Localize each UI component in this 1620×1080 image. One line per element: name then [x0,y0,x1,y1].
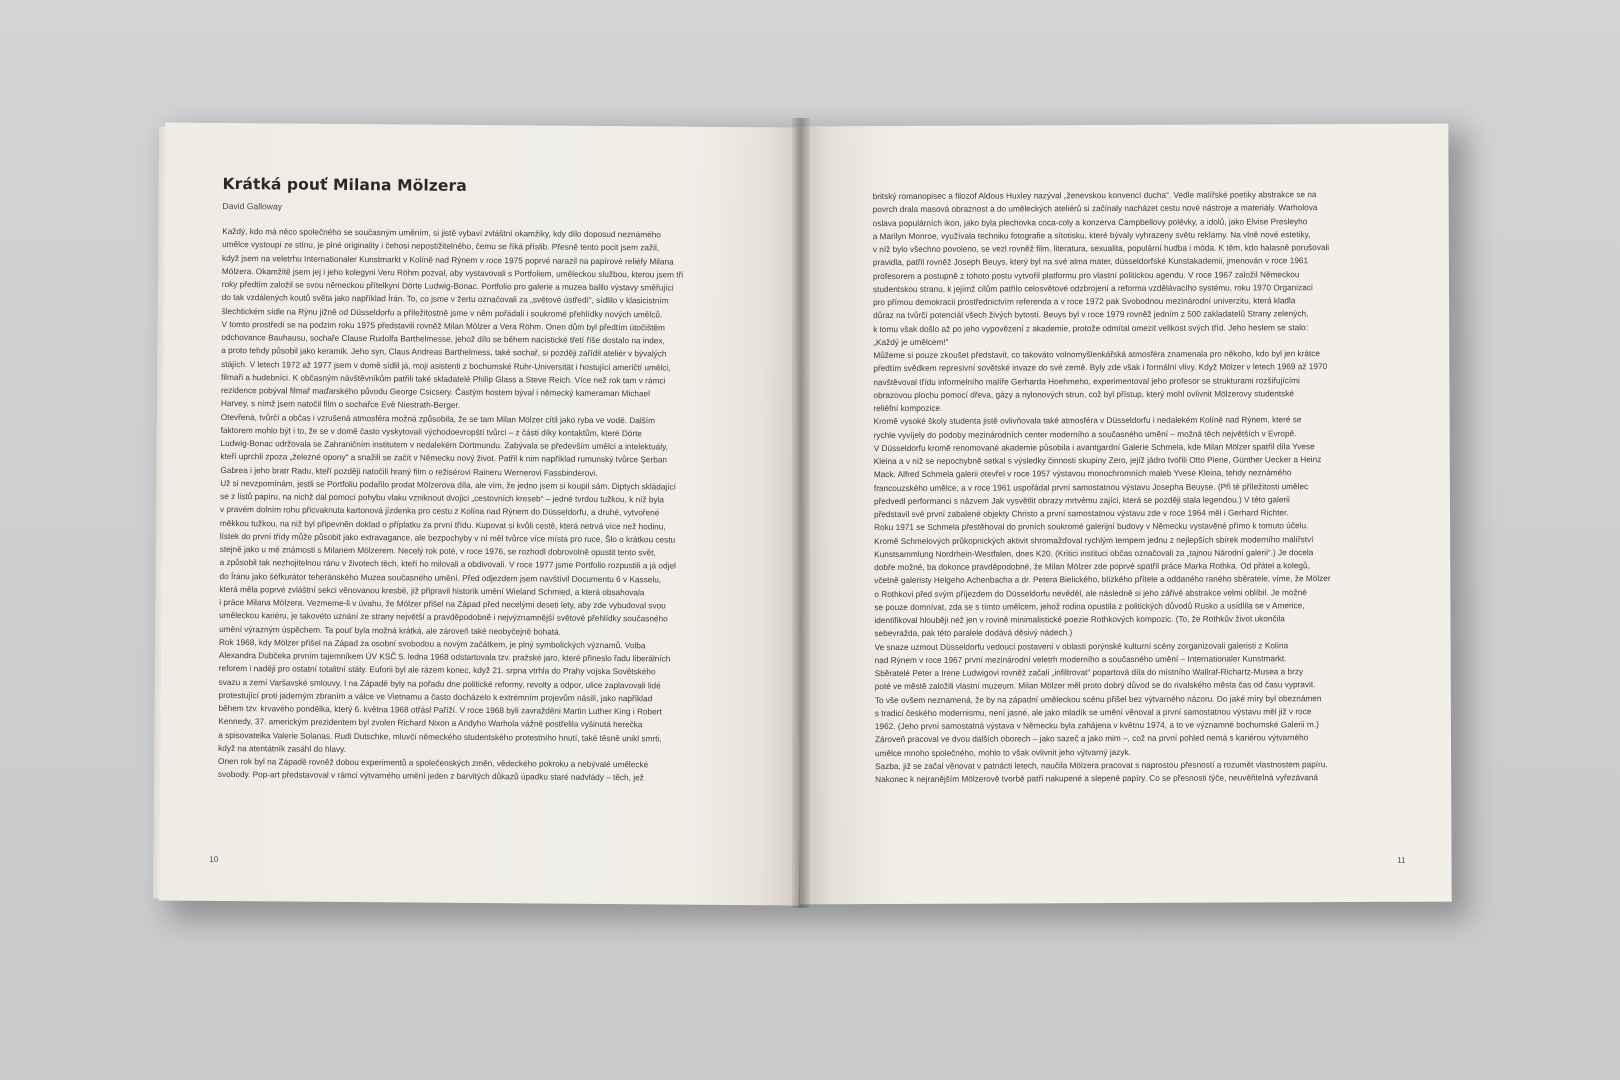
text-line: do tak vzdálených koutů světa jako například Írán. To, co jsme v žertu označovali za „světové ústředí“, sídlilo v klasicistním [221,293,669,306]
text-line: 1962. (Jeho první samostatná výstava v Německu byla zahájena v květnu 1974, a to ve významné bochumské Galerii m.) [874,720,1319,732]
text-line: s tradicí českého modernismu, není jasné, ale jako mladík se umění věnoval a první samostatnou výstavu měl již v roce [874,706,1312,718]
book-gutter [792,118,810,908]
text-line: Kleina a v níž se nepochybně setkal s výsledky činnosti skupiny Zero, jejíž jádro tvořili Otto Piene, Günther Uecker a Heinz [873,455,1322,467]
text-line: britský romanopisec a filozof Aldous Huxley nazýval „ženevskou konvencí ducha“. Vedle malířské poetiky abstrakce se na [872,190,1317,202]
left-body-text [218,225,684,785]
text-line: identifikoval hlouběji než jen v rovině minimalistické poezie Rothkových kompozic. (To, že Rothkův život ukončila [874,614,1285,626]
text-line: rezidence pobýval filmař maďarského původu George Csicsery. Častým hostem býval i německý kameraman Michael [220,385,651,399]
text-line: francouzského umělce, a v roce 1961 uspořádal první samostatnou výstavu Josepha Beuyse. (Při té příležitosti umělec [873,481,1309,493]
text-line: Roku 1971 se Schmela přestěhoval do prvních soukromé galerijní budovy v Německu vystavěné přímo k tomuto účelu. [874,521,1309,533]
text-line: poté ve městě založili vlastní muzeum. Milan Mölzer měl proto dobrý důvod se do rivalského města čas od času vypravit. [874,680,1316,692]
text-line: navštěvoval třídu informelního malíře Gerharda Hoehmeho, experimentoval jeho profesor se strukturami rozšiřujícími [873,375,1300,387]
text-line: předtím svědkem represivní sovětské invaze do své země. Byly zde však i formální vlivy. Když Mölzer v letech 1969 až 1970 [873,362,1328,374]
text-line: a Marilyn Monroe, využívala techniku fotografie a sítotisku, které bývaly vyhrazeny světu reklamy. Na vlně nové estetiky, [872,229,1311,241]
text-line: o Rothkovi před svým příjezdem do Düsseldorfu nevěděl, ale následně si jeho zářivé abstrakce velmi oblíbil. Je možné [874,587,1307,599]
article-author: David Galloway [222,200,283,212]
text-line: pravidla, patřil rovněž Joseph Beuys, který byl na své alma mater, düsseldorfské Kunstakademii, jmenován v roce 1961 [872,256,1309,268]
text-line: Kennedy, 37. americkým prezidentem byl zvolen Richard Nixon a Andyho Warhola vážně postřelila vyšinutá herečka [218,717,643,730]
text-line: stájích. V letech 1972 až 1977 jsem v domě sídlil já, moji asistenti z bochumské Ruhr-Universität i hostující američtí umělci, [221,359,671,372]
text-line: lístek do první třídy může působit jako extravagance, ale bezpochyby v ní měl tvůrce více místa pro ruce. Šlo o krátkou cestu [219,531,676,545]
article-title: Krátká pouť Milana Mölzera [222,174,467,195]
text-line: odchovance Bauhausu, sochaře Clause Rudolfa Barthelmesse, jehož dílo se během nacistické třetí říše dostalo na index, [221,332,665,346]
text-line: pro přímou demokracii prostřednictvím referenda a v roce 1972 pak Svobodnou mezinárodní univerzitu, která kladla [873,296,1296,308]
text-line: a způsobil tak nezhojitelnou ránu v životech těch, kteří ho milovali a obdivovali. V roce 1977 jsme Portfolio rozpustili a já odjel [219,558,676,571]
text-line: důraz na tvůrčí potenciál všech živých bytostí. Beuys byl v roce 1979 rovněž jedním z 500 zakladatelů Strany zelených, [873,309,1309,321]
text-line: reforem i naději pro ostatní totalitní státy. Euforii byl ale rázem konec, když 21. srpna vtrhla do Prahy vojska Sovětského [218,664,656,677]
page-number-right: 11 [1397,855,1406,865]
text-line: uměleckou kariéru, je takovéto uznání ze strany největší a pravděpodobně i nejvýznamnější světové přehlídky současného [219,611,668,624]
text-line: když na atentátník zasáhl do hlavy. [218,743,346,754]
text-line: V tomto prostředí se na podzim roku 1975 představili rovněž Milan Mölzer a Vera Röhm. Onen dům byl předtím útočištěm [221,319,665,333]
text-line: během tzv. krvavého pondělka, který 6. května 1968 otřásl Paříží. V roce 1968 byli zavražděni Martin Luther King i Robert [218,703,662,717]
text-line: Sběratelé Peter a Irene Ludwigovi rovněž začali „infiltrovat“ popartová díla do místního Wallraf-Richartz-Musea a brzy [874,667,1304,679]
text-line: svazu a zemí Varšavské smlouvy. I na Západě byly na pořadu dne politické reformy, revolty a odpor, ulice zaplavovali lidé [218,677,661,690]
text-line: včetně galeristy Helgeho Achenbacha a dr. Petera Bielického, blízkého přítele a oddaného raného sběratele, víme, že Mölzer [874,574,1331,586]
text-line: kteří uprchli zpoza „železné opony“ a snažili se začít v Německu nový život. Patřil k nim například rumunský tvůrce Şerban [220,452,668,465]
text-line: která měla poprvé zvláštní sekci věnovanou kresbě, již připravil historik umění Wieland Schmied, a která obsahovala [219,584,645,598]
text-line: a proto tehdy působil jako keramik. Jeho syn, Claus Andreas Barthelmess, také sochař, si později zařídil ateliér v bývalých [221,346,667,359]
text-line: Každý, kdo má něco společného se současným uměním, si jistě vybaví zvláštní okamžiky, kdy dílo doposud neznámého [222,226,661,240]
text-line: To vše ovšem neznamená, že by na západní uměleckou scénu přišel bez výtvarného názoru. Do jaké míry byl obeznámen [874,693,1322,705]
text-line: šlechtickém sídle na Rýnu jižně od Düsseldorfu a příležitostně jsme v něm pořádali i soukromé přehlídky nových umělců. [221,306,663,319]
text-line: reliéfní kompozice. [873,403,943,414]
text-line: Ludwig-Bonac udržovala se Zahraničním institutem v nedalekém Dortmundu. Zabývala se především umělci a intelektuály, [220,438,668,452]
text-line: předvedl performanci s názvem Jak vysvětlit obrazy mrtvému zajíci, která se později stala legendou.) V této galerii [873,495,1290,506]
text-line: roky předtím založil se svou německou přítelkyní Dörte Ludwig-Bonac. Portfolio pro galerie a muzea balilo výstavy směřující [221,279,674,293]
text-line: k tomu však došlo až po jeho vypovězení z akademie, protože odmítal omezit velikost svých tříd. Jeho heslem se stalo: [873,322,1308,334]
text-line: Můžeme si pouze zkoušet představit, co takováto volnomyšlenkářská atmosféra znamenala pro někoho, kdo byl jen krátce [873,349,1320,361]
text-line: rychle vyvíjely do podoby mezinárodních center moderního a současného umění – možná těch největších v Evropě. [873,428,1297,440]
text-line: Ve snaze uzmout Düsseldorfu vedoucí postavení v oblasti porýnské kulturní scény zorganizovali galeristi z Kolína [874,640,1289,652]
text-line: obrazovou plochu pomocí dřeva, gázy a nylonových strun, což byl přístup, který mohl ovlivnit Mölzerovy studentské [873,389,1294,400]
text-line: Už si nevzpomínám, jestli se Portfoliu podařilo prodat Mölzerova díla, ale vím, že jedno jsem si koupil sám. Diptych skládající [220,478,677,492]
text-line: Gabrea i jeho bratr Radu, kteří později natočili hraný film o režisérovi Raineru Wernerovi Fassbinderovi. [220,465,598,478]
text-line: Kromě Schmelových průkopnických aktivit shromažďoval rychlým tempem jednu z nejlepších sbírek moderního malířství [874,534,1314,546]
text-line: Harvey, s nímž jsem natočil film o sochařce Evě Niestrath-Berger. [220,399,461,411]
text-line: do Íránu jako šéfkurátor teheránského Muzea současného umění. Před odjezdem jsem navštívil Documentu 6 v Kasselu, [219,571,662,584]
text-line: Rok 1968, kdy Mölzer přišel na Západ za osobní svobodou a novým začátkem, je plný symbolických významů. Volba [218,637,646,651]
text-line: filmaři a hudebníci. K občasným návštěvníkům patřili také skladatelé Philip Glass a Steve Reich. Více než rok tam v rámci [221,372,666,386]
right-body-text [873,188,1332,786]
text-line: profesorem a postupně z tohoto postu vytvořil platformu pro vlastní politickou agendu. V roce 1967 založil Německou [872,269,1300,281]
text-line: Kromě vysoké školy studenta jistě ovlivňovala také atmosféra v Düsseldorfu i nedalekém Kolíně nad Rýnem, které se [873,415,1302,427]
text-line: i práce Milana Mölzera. Vezmeme-li v úvahu, že Mölzer přišel na Západ před necelými deseti lety, aby zde vybudoval svou [219,597,666,611]
text-line: umělce mnoho společného, mohlo to však ovlivnit jeho výtvarný jazyk. [875,747,1131,758]
text-line: protestující proti jaderným zbraním a válce ve Vietnamu a často docházelo k extrémním projevům násilí, jako například [218,690,653,704]
text-line: v níž bylo všechno povoleno, se vezl rovněž film, literatura, sexualita, populární hudba i móda. K těm, kdo halasně porušovali [872,243,1330,255]
text-line: v pravém dolním rohu přicvaknuta kartonová jízdenka pro cestu z Kolína nad Rýnem do Düsseldorfu, a druhé, vytvořené [219,505,660,518]
text-line: Zároveň pracoval ve dvou dalších oborech – jako sazeč a jako mim –, což na první pohled nemá s kariérou výtvarného [874,733,1309,745]
text-line: Otevřená, tvůrčí a občas i vzrušená atmosféra možná způsobila, že se tam Milan Mölzer cítil jako ryba ve vodě. Dalším [220,412,656,425]
page-number-left: 10 [209,854,219,864]
text-line: umělce vystoupí ze stínu, je plné originality i čehosi nepostižitelného, čemu se říká příslib. Přesně tento pocit jsem zažil, [222,240,660,253]
text-line: představil své první zabalené objekty Christo a první samostatnou výstavu zde v roce 1964 měl i Gerhard Richter. [873,508,1289,520]
text-line: oslava populárních ikon, jako byla plechovka coca-coly a konzerva Campbellovy polévky, a idolů, jako Elvise Presleyho [872,216,1308,228]
text-line: Alexandra Dubčeka prvním tajemníkem ÚV KSČ 5. ledna 1968 odstartovala tzv. pražské jaro, které přineslo řadu liberálních [218,650,671,664]
text-line: Sazba, již se začal věnovat v patnácti letech, naučila Mölzera pracovat s naprostou přesností a rozumět vlastnostem papíru. [875,759,1328,771]
text-line: a spisovatelka Valerie Solanas. Rudi Dutschke, mluvčí německého studentského protestního hnutí, také těsně unikl smrti, [218,730,662,743]
text-line: se pouze domnívat, zda se s tímto umělcem, jehož rodina opustila z politických důvodů Rusko a usídlila se v Americe, [874,600,1305,612]
text-line: dobře možné, ba dokonce pravděpodobné, že Milan Mölzer zde poprvé spatřil práce Marka Rothka. Od přátel a kolegů, [874,561,1310,573]
text-line: studentskou stranu, k jejímž cílům patřilo celosvětové odzbrojení a reforma vzdělávacího systému, roku 1970 Organizaci [872,282,1313,294]
text-line: stejně jako u mé známosti s Milanem Mölzerem. Necelý rok poté, v roce 1976, se rozhodl dobrovolně opustit tento svět, [219,544,656,558]
text-line: svobody. Pop-art představoval v rámci výtvarného umění jeden z barvitých důkazů úpadku staré nadvlády – těch, jež [217,770,644,783]
text-line: Mölzera. Okamžitě jsem jej i jeho kolegyni Veru Röhm pozval, aby vystavovali s Portfoliem, uměleckou službou, kterou jsem tři [221,266,684,280]
text-line: Nakonec k nejranějším Mölzerově tvorbě patří nakupené a slepené papíry. Co se přesnosti týče, neuvěřitelná vyřezávaná [875,773,1319,785]
left-page [159,122,805,905]
right-page [796,124,1451,905]
text-line: když jsem na veletrhu Internationaler Kunstmarkt v Kolíně nad Rýnem v roce 1975 poprvé narazil na papírové reliéfy Milana [221,253,674,266]
text-line: umění výrazným úspěchem. Ta pouť byla možná krátká, ale zároveň také neobyčejně bohatá. [219,624,561,637]
text-line: Onen rok byl na Západě rovněž dobou experimentů a společenských změn, vědeckého pokroku a nebývalé umělecké [218,756,649,770]
text-line: nad Rýnem v roce 1967 první mezinárodní veletrh moderního a současného umění – Internationaler Kunstmarkt. [874,654,1287,665]
text-line: faktorem mohlo být i to, že se v domě často vyskytovali východoevropští tvůrci – z části díky kontaktům, které Dörte [220,425,643,439]
text-line: V Düsseldorfu kromě renomované akademie působila i avantgardní Galerie Schmela, kde Milan Mölzer spatřil díla Yvese [873,441,1315,453]
text-line: se z listů papíru, na nichž dal pomocí pohybu vlaku vzniknout dvojici „cestovních kreseb“ – jedné tvrdou tužkou, k níž byla [220,491,665,505]
text-line: Mack. Alfred Schmela galerii otevřel v roce 1957 výstavou monochromních maleb Yvese Kleina, tehdy neznámého [873,468,1292,480]
text-line: sebevražda, pak této paralele dodává děsivý nádech.) [874,628,1073,639]
text-line: měkkou tužkou, na niž byl připevněn doklad o příplatku za první třídu. Kupovat si kvůli cestě, která netrvá více než hodinu, [219,518,666,531]
text-line: „Každý je umělcem!“ [873,337,949,347]
text-line: Kunstsammlung Nordrhein-Westfalen, dnes K20. (Kritici instituci občas označovali za „tajnou Národní galerii“.) Je docela [874,547,1314,559]
text-line: povrch drala masová obraznost a do uměleckých ateliérů si začínaly nacházet cestu nové nástroje a materiály. Warholova [872,203,1318,215]
